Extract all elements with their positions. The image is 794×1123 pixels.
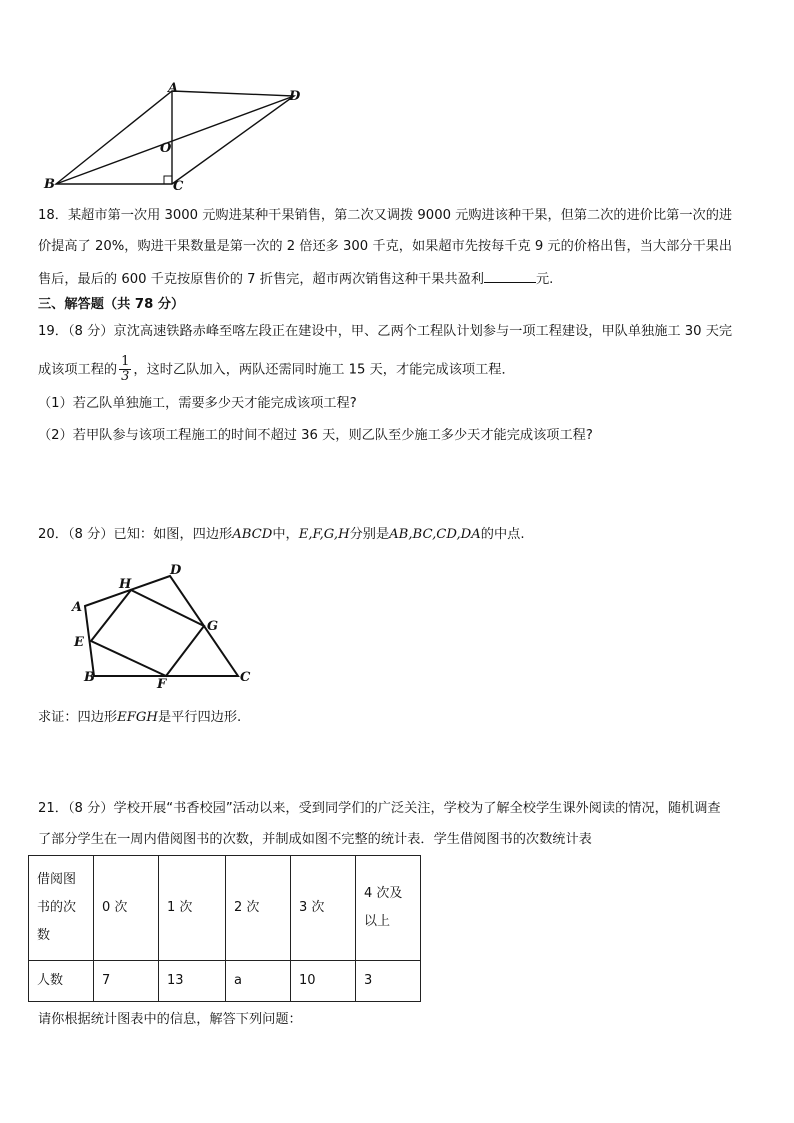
q20-points: E,F,G,H [298,527,350,542]
label-b2: B [84,670,95,685]
q21-line1: 21．（8 分）学校开展“书香校园”活动以来，受到同学们的广泛关注，学校为了解全校学生课外阅读的情况，随机调查 [38,801,721,816]
label-f: F [157,677,167,692]
q20-prove-quad: EFGH [117,710,158,725]
diagonal-bd [56,96,294,184]
q20-stem [38,525,756,545]
q19-line2 [38,355,756,384]
parallelogram-shape [56,91,294,184]
q19-sub1: （1）若乙队单独施工，需要多少天才能完成该项工程? [38,396,357,411]
q20-middle1: 中， [272,527,299,542]
q19-line1: 19．（8 分）京沈高速铁路赤峰至喀左段正在建设中，甲、乙两个工程队计划参与一项工程建设，甲队单独施工 30 天完 [38,324,733,339]
q20-prove-prefix: 求证：四边形 [38,710,118,725]
right-angle-mark [164,176,172,184]
q21-instruction: 请你根据统计图表中的信息，解答下列问题： [38,1012,302,1027]
table-col-2: 2 次 [226,856,291,961]
label-d2: D [170,563,182,578]
table-cell-4: 3 [356,961,421,1002]
label-g: G [207,619,219,634]
q21-line2: 了部分学生在一周内借阅图书的次数，并制成如图不完整的统计表．学生借阅图书的次数统计表 [38,832,592,847]
q18-line3-text: 售后，最后的 600 千克按原售价的 7 折售完，超市两次销售这种干果共盈利 [38,272,484,287]
q19-line2-rest: ，这时乙队加入，两队还需同时施工 15 天，才能完成该项工程． [133,362,515,378]
table-col-3: 3 次 [291,856,356,961]
label-d: D [289,89,301,104]
table-row-label: 人数 [29,961,94,1002]
q19-line2-text: 成该项工程的 [38,362,118,378]
table-col-0: 0 次 [94,856,159,961]
q20-prefix: 20．（8 分）已知：如图，四边形 [38,527,233,542]
q20-sides: AB,BC,CD,DA [389,527,481,542]
q19-sub2: （2）若甲队参与该项工程施工的时间不超过 36 天，则乙队至少施工多少天才能完成该项工程? [38,428,593,443]
fraction-denominator: 3 [121,369,130,384]
figure-quadrilateral [60,560,280,695]
q18-line3 [38,268,756,290]
label-c2: C [240,670,251,685]
table-cell-2: a [226,961,291,1002]
table-header-row [29,856,421,961]
q18-unit: 元. [535,272,554,287]
label-a: A [168,82,179,96]
borrow-stats-table [28,855,421,1002]
section-heading: 三、解答题（共 78 分） [38,297,185,312]
label-e: E [74,635,84,650]
table-cell-3: 10 [291,961,356,1002]
table-cell-0: 7 [94,961,159,1002]
label-h: H [119,577,132,592]
label-a2: A [72,600,83,615]
q18-line1: 18．某超市第一次用 3000 元购进某种干果销售，第二次又调拨 9000 元购进该种干果，但第二次的进价比第一次的进 [38,208,733,223]
fraction-numerator: 1 [121,354,130,369]
q20-prove [38,708,756,728]
table-header-label: 借阅图书的次数 [29,856,94,961]
q20-quad: ABCD [232,527,273,542]
q20-prove-suffix: 是平行四边形. [157,710,242,725]
q20-middle2: 分别是 [349,527,390,542]
fraction-one-third [119,355,131,384]
table-col-4: 4 次及以上 [356,856,421,961]
label-o: O [160,141,172,156]
table-cell-1: 13 [159,961,226,1002]
quadrilateral-efgh [91,590,204,676]
q18-line2: 价提高了 20%，购进干果数量是第一次的 2 倍还多 300 千克，如果超市先按每千克 9 元的价格出售，当大部分干果出 [38,239,733,254]
label-b: B [44,177,55,192]
q20-suffix: 的中点. [480,527,525,542]
figure-parallelogram [36,82,316,194]
table-row [29,961,421,1002]
table-col-1: 1 次 [159,856,226,961]
label-c: C [173,179,184,194]
answer-blank [484,268,536,283]
